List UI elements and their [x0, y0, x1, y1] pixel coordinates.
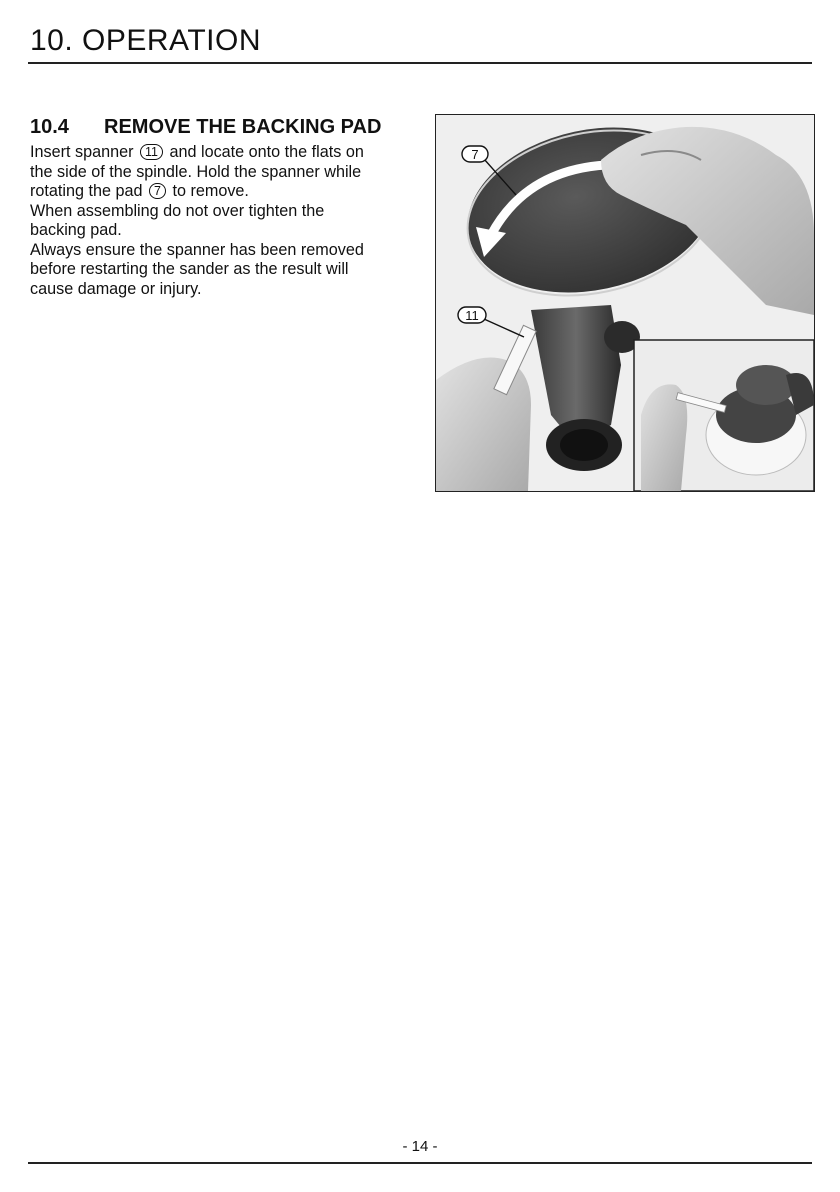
sander-photo — [435, 114, 815, 492]
text-line: before restarting the sander as the result will — [30, 260, 349, 278]
text-line: the side of the spindle. Hold the spanner while — [30, 162, 362, 181]
section-title: REMOVE THE BACKING PAD — [104, 116, 382, 138]
ref-callout: 7 — [149, 183, 166, 199]
instructions-text — [30, 143, 410, 299]
inset-photo — [634, 340, 814, 491]
text-line: rotating the pad 7 to remove. — [30, 182, 249, 200]
section-number: 10.4 — [30, 116, 69, 138]
page-title: 10. OPERATION — [30, 24, 262, 57]
text-line: Insert spanner 11 and locate onto the flats on — [30, 143, 364, 161]
title-rule — [28, 62, 812, 64]
text-line: backing pad. — [30, 221, 122, 239]
callout-spanner-label: 11 — [465, 308, 479, 323]
text-line: Always ensure the spanner has been removed — [30, 240, 364, 259]
page-number: - 14 - — [402, 1138, 438, 1155]
text-line: cause damage or injury. — [30, 279, 202, 298]
text-line: When assembling do not over tighten the — [30, 201, 325, 220]
section-heading — [30, 116, 381, 139]
callout-pad-label: 7 — [471, 147, 479, 162]
ref-callout: 11 — [140, 144, 163, 160]
bottom-rule — [28, 1162, 812, 1164]
sander-illustration — [436, 115, 814, 491]
